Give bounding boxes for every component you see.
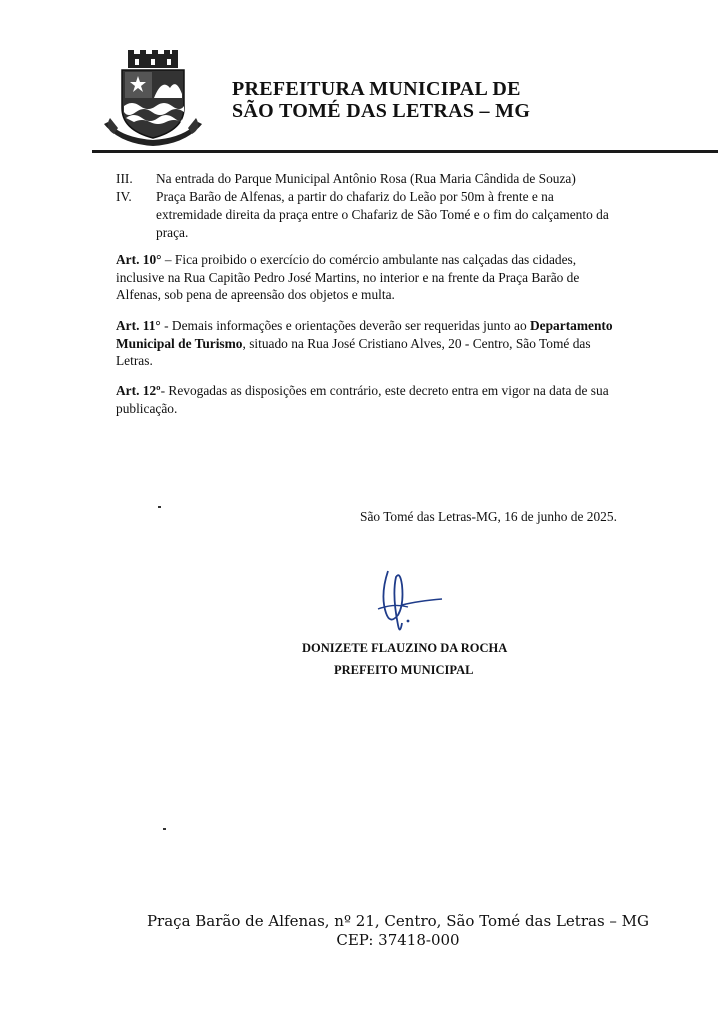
item-text-iv-line-2: extremidade direita da praça entre o Chafariz de São Tomé e o fim do calçamento da (156, 207, 609, 222)
scan-speck (163, 828, 166, 830)
item-number-iv: IV. (116, 189, 132, 204)
coat-of-arms-logo (100, 48, 206, 148)
article-11-text-2: , situado na Rua José Cristiano Alves, 20 - Centro, São Tomé das (242, 335, 591, 351)
article-12-line-2: publicação. (116, 400, 178, 416)
article-10-line-2: inclusive na Rua Capitão Pedro José Martins, no interior e na frente da Praça Barão de (116, 269, 580, 285)
item-number-iii: III. (116, 171, 133, 186)
article-11-line-3: Letras. (116, 353, 153, 368)
item-text-iv-line-1: Praça Barão de Alfenas, a partir do chafariz do Leão por 50m à frente e na (156, 189, 554, 204)
handwritten-signature (368, 565, 458, 640)
article-11 (116, 317, 656, 370)
date-line: São Tomé das Letras-MG, 16 de junho de 2025. (360, 509, 617, 524)
signer-role: PREFEITO MUNICIPAL (334, 663, 474, 677)
article-12-line-1 (116, 382, 656, 400)
footer-line-2: CEP: 37418-000 (336, 931, 460, 949)
footer-address (0, 912, 718, 950)
article-11-line-1 (116, 317, 656, 335)
header-line-2: SÃO TOMÉ DAS LETRAS – MG (232, 100, 531, 122)
article-10-line-3: Alfenas, sob pena de apreensão dos objetos e multa. (116, 287, 395, 302)
article-11-line-2 (116, 335, 656, 353)
article-11-label: Art. 11° (116, 318, 161, 333)
article-10-label: Art. 10° (116, 252, 162, 267)
item-text-iv-line-3: praça. (156, 225, 189, 240)
article-10 (116, 251, 656, 304)
article-12-label: Art. 12º (116, 383, 161, 398)
article-10-line-1 (116, 251, 656, 269)
footer-line-1: Praça Barão de Alfenas, nº 21, Centro, São Tomé das Letras – MG (146, 912, 650, 930)
header-divider (92, 150, 718, 153)
header-title (232, 78, 530, 122)
article-10-text-1: – Fica proibido o exercício do comércio ambulante nas calçadas das cidades, (161, 252, 577, 267)
signer-name: DONIZETE FLAUZINO DA ROCHA (302, 641, 508, 655)
article-12-text-1: - Revogadas as disposições em contrário, este decreto entra em vigor na data de sua (160, 383, 609, 398)
scan-speck (158, 506, 161, 508)
item-text-iii: Na entrada do Parque Municipal Antônio Rosa (Rua Maria Cândida de Souza) (156, 171, 576, 186)
signature-block (302, 637, 507, 681)
article-11-bold-2: Municipal de Turismo (116, 335, 243, 351)
article-11-bold-1: Departamento (530, 318, 613, 333)
header-line-1: PREFEITURA MUNICIPAL DE (232, 78, 521, 100)
article-11-text-1: - Demais informações e orientações deverão ser requeridas junto ao (160, 318, 530, 333)
article-12 (116, 382, 656, 417)
